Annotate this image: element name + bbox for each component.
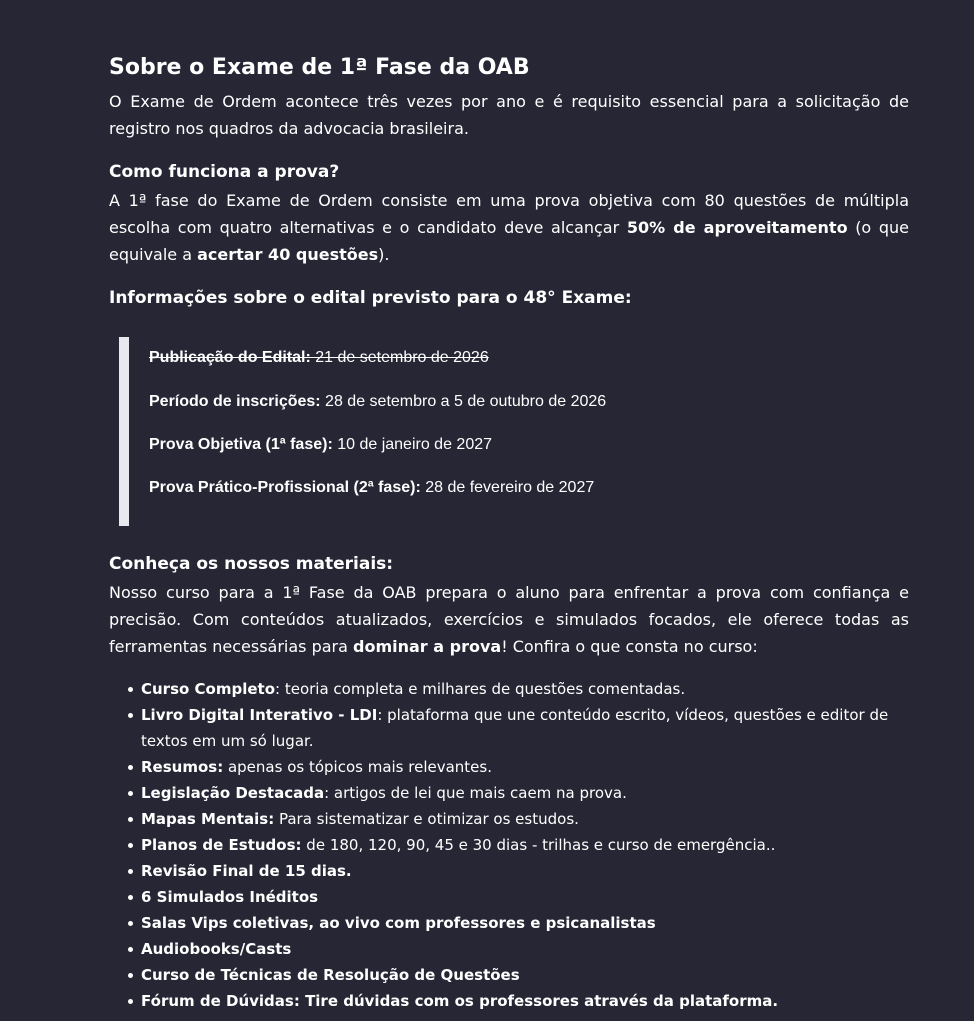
edital-item-value: 28 de fevereiro de 2027 xyxy=(420,479,595,496)
edital-item xyxy=(149,348,489,368)
how-it-works-paragraph xyxy=(109,187,909,268)
list-item-title: Planos de Estudos: xyxy=(141,836,302,854)
list-item xyxy=(109,910,899,936)
list-item xyxy=(109,988,899,1014)
materials-bold: dominar a prova xyxy=(353,637,502,656)
intro-paragraph: O Exame de Ordem acontece três vezes por ano e é requisito essencial para a solicitação de registro nos quadros da advocacia brasileira. xyxy=(109,92,909,138)
how-bold-questions: acertar 40 questões xyxy=(197,245,379,264)
list-item xyxy=(109,806,899,832)
list-item xyxy=(109,858,899,884)
edital-heading: Informações sobre o edital previsto para o 48° Exame: xyxy=(109,288,632,308)
list-item xyxy=(109,754,899,780)
list-item xyxy=(109,780,899,806)
materials-paragraph xyxy=(109,579,909,660)
edital-item-value: 28 de setembro a 5 de outubro de 2026 xyxy=(320,393,607,410)
materials-text-after: ! Confira o que consta no curso: xyxy=(501,637,758,656)
edital-item-label: Período de inscrições: xyxy=(149,393,321,410)
edital-item-label: Publicação do Edital: xyxy=(149,349,311,366)
list-item-title: Resumos: xyxy=(141,758,224,776)
list-item xyxy=(109,962,899,988)
list-item-title: Audiobooks/Casts xyxy=(141,940,292,958)
edital-item xyxy=(149,435,492,455)
list-item-title: Curso Completo xyxy=(141,680,276,698)
list-item-title: Salas Vips coletivas, ao vivo com professores e psicanalistas xyxy=(141,914,656,932)
materials-list xyxy=(109,676,899,1014)
list-item xyxy=(109,676,899,702)
materials-heading: Conheça os nossos materiais: xyxy=(109,554,394,574)
list-item-text: : artigos de lei que mais caem na prova. xyxy=(324,784,627,802)
how-text-middle: (o que equivale a xyxy=(109,218,909,264)
edital-item-label: Prova Objetiva (1ª fase): xyxy=(149,436,333,453)
list-item xyxy=(109,832,899,858)
list-item xyxy=(109,884,899,910)
list-item-text: de 180, 120, 90, 45 e 30 dias - trilhas e curso de emergência.. xyxy=(301,836,776,854)
list-item xyxy=(109,936,899,962)
edital-item-label: Prova Prático-Profissional (2ª fase): xyxy=(149,479,421,496)
edital-item xyxy=(149,392,606,412)
how-bold-approval: 50% de aproveitamento xyxy=(626,218,848,237)
edital-blockquote xyxy=(119,337,849,526)
list-item-title: Fórum de Dúvidas: Tire dúvidas com os professores através da plataforma. xyxy=(141,992,779,1010)
list-item-text: Para sistematizar e otimizar os estudos. xyxy=(274,810,579,828)
how-it-works-heading: Como funciona a prova? xyxy=(109,162,340,182)
list-item xyxy=(109,702,899,754)
how-text-before: A 1ª fase do Exame de Ordem consiste em uma prova objetiva com 80 questões de múltipla escolha com quatro alternativas e o candidato deve alcançar xyxy=(109,191,909,237)
list-item-text: : plataforma que une conteúdo escrito, vídeos, questões e editor de textos em um só lugar. xyxy=(141,706,889,750)
edital-item xyxy=(149,478,594,498)
list-item-title: Livro Digital Interativo - LDI xyxy=(141,706,378,724)
list-item-title: Mapas Mentais: xyxy=(141,810,275,828)
list-item-title: Curso de Técnicas de Resolução de Questões xyxy=(141,966,520,984)
list-item-title: Revisão Final de 15 dias. xyxy=(141,862,352,880)
list-item-title: Legislação Destacada xyxy=(141,784,325,802)
list-item-text: : teoria completa e milhares de questões comentadas. xyxy=(275,680,686,698)
list-item-title: 6 Simulados Inéditos xyxy=(141,888,319,906)
materials-text-before: Nosso curso para a 1ª Fase da OAB prepara o aluno para enfrentar a prova com confiança e precisão. Com conteúdos atualizados, exercícios e simulados focados, ele oferece todas as ferramentas necessárias para xyxy=(109,583,909,656)
page-title: Sobre o Exame de 1ª Fase da OAB xyxy=(109,55,530,80)
edital-item-value: 10 de janeiro de 2027 xyxy=(332,436,493,453)
how-text-after: ). xyxy=(378,245,390,264)
list-item-text: apenas os tópicos mais relevantes. xyxy=(223,758,492,776)
edital-item-value: 21 de setembro de 2026 xyxy=(310,349,489,366)
